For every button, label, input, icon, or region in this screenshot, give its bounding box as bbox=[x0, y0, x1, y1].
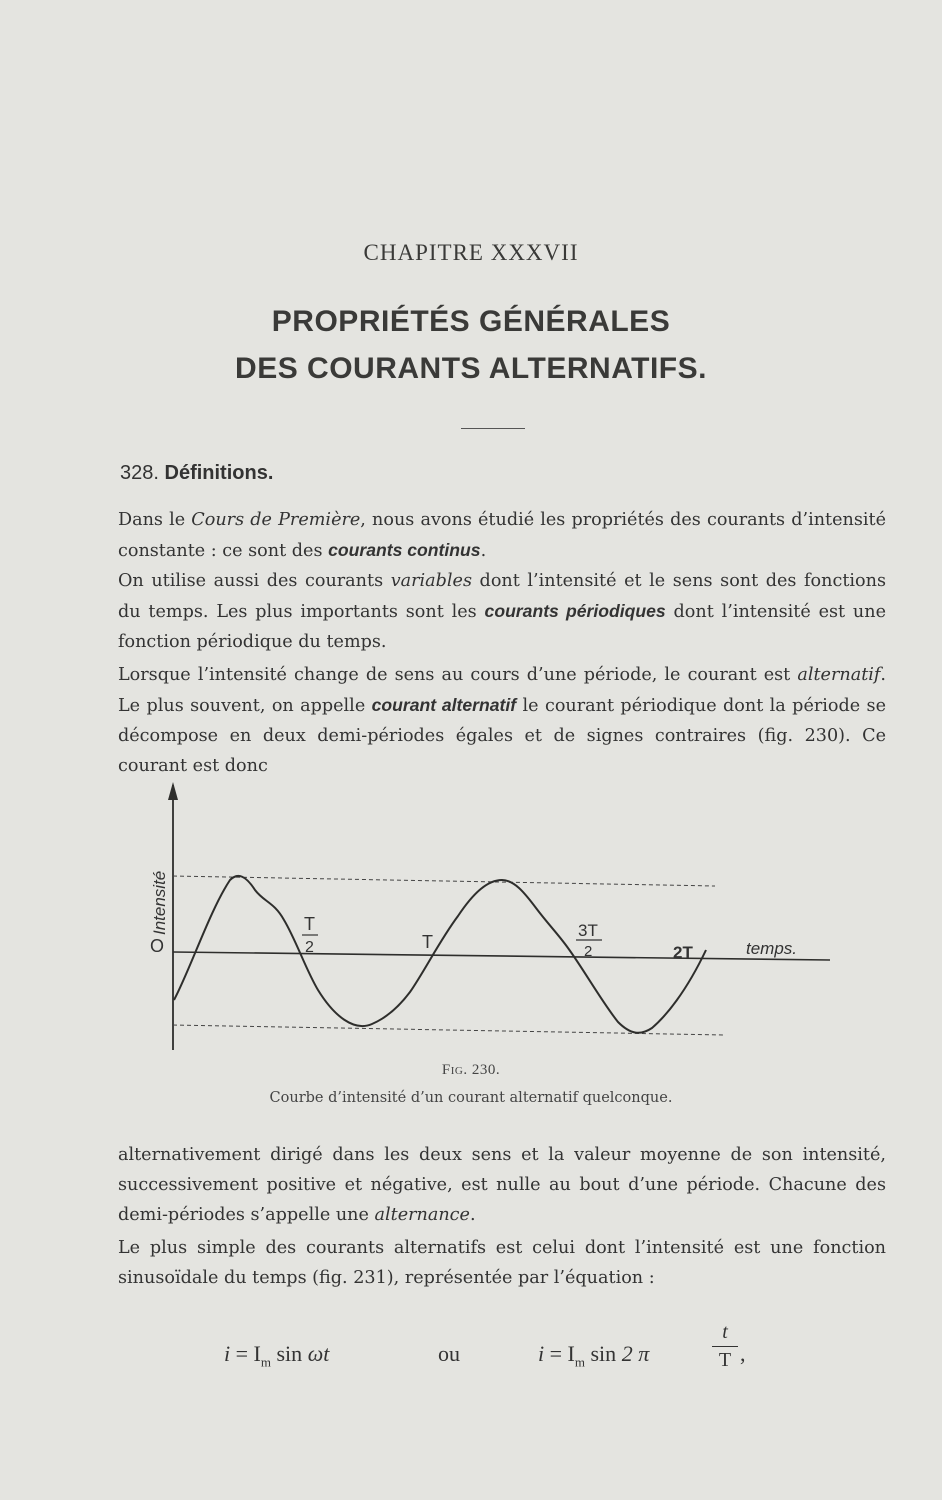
eq-amplitude: I bbox=[567, 1341, 575, 1366]
italic-run: Cours de Première bbox=[191, 510, 361, 530]
figure-230-current-curve bbox=[140, 780, 840, 1060]
chapter-title-line-2: DES COURANTS ALTERNATIFS. bbox=[235, 352, 707, 385]
figure-number-text: Fig. 230. bbox=[441, 1062, 501, 1078]
section-heading bbox=[120, 462, 273, 485]
paragraph-1 bbox=[118, 505, 886, 566]
equation-fraction bbox=[712, 1321, 738, 1372]
text-run: . bbox=[469, 1205, 476, 1225]
eq-sin: sin bbox=[590, 1341, 617, 1366]
tick-label-double-period: 2T bbox=[673, 943, 693, 962]
figure-number bbox=[0, 1062, 942, 1079]
emphasis-run: courants continus bbox=[328, 540, 481, 560]
paragraph-4 bbox=[118, 1140, 886, 1230]
equation-left: $i = I_m$ sin ωt bbox=[224, 1341, 330, 1370]
y-axis-arrow-icon bbox=[168, 782, 178, 800]
paragraph-2 bbox=[118, 566, 886, 657]
text-run: le courant périodique dont la période se décompose en deux demi-périodes égales et de signes contraires (fig. 230). Ce courant est donc bbox=[118, 696, 886, 776]
emphasis-run: courants périodiques bbox=[484, 601, 666, 621]
min-dashed-line bbox=[173, 1025, 725, 1035]
emphasis-run: courant alternatif bbox=[371, 695, 517, 715]
tick-label-three-half-period-num: 3T bbox=[578, 921, 598, 940]
paragraph-3 bbox=[118, 660, 886, 781]
text-run: Dans le bbox=[118, 510, 192, 530]
eq-sub: m bbox=[260, 1354, 271, 1370]
italic-run: variables bbox=[390, 571, 472, 591]
text-run: dont l’intensité est une fonction périodique du temps. bbox=[118, 602, 887, 652]
eq-two-pi: 2 π bbox=[621, 1341, 650, 1366]
paragraph-5: Le plus simple des courants alternatifs est celui dont l’intensité est une fonction sinusoïdale du temps (fig. 231), représentée par l’équation : bbox=[118, 1238, 886, 1288]
text-run: . bbox=[480, 541, 487, 561]
tick-label-period: T bbox=[422, 932, 433, 952]
tick-label-half-period-num: T bbox=[304, 914, 315, 934]
italic-run: alternance bbox=[374, 1205, 470, 1225]
text-run: Lorsque l’intensité change de sens au cours d’une période, le courant est bbox=[118, 665, 798, 685]
equation bbox=[0, 1321, 942, 1395]
current-curve bbox=[174, 876, 706, 1033]
figure-caption: Courbe d’intensité d’un courant alternatif quelconque. bbox=[269, 1090, 673, 1106]
eq-omega-t: ωt bbox=[307, 1341, 330, 1366]
eq-frac-num: t bbox=[722, 1321, 728, 1343]
title-divider bbox=[461, 428, 525, 429]
text-run: dont l’intensité et le sens sont des fonctions du temps. Les plus importants sont les bbox=[118, 571, 886, 622]
text-run: . Le plus souvent, on appelle bbox=[118, 665, 886, 716]
text-run: alternativement dirigé dans les deux sens et la valeur moyenne de son intensité, successivement positive et négative, est nulle au bout d’une période. Chacune des demi-périodes s’appelle une bbox=[118, 1145, 886, 1225]
text-run: On utilise aussi des courants bbox=[118, 571, 391, 591]
y-axis-label: Intensité bbox=[150, 870, 169, 935]
section-name: Définitions. bbox=[164, 462, 274, 484]
eq-var-i: i bbox=[538, 1341, 545, 1366]
eq-var-i: i bbox=[224, 1341, 231, 1366]
chapter-heading: CHAPITRE XXXVII bbox=[363, 240, 579, 265]
eq-frac-den: T bbox=[718, 1349, 732, 1371]
x-axis-label: temps. bbox=[746, 939, 798, 958]
eq-frac-bar bbox=[712, 1346, 738, 1347]
chapter-title-line-1: PROPRIÉTÉS GÉNÉRALES bbox=[271, 305, 671, 338]
text-run: , nous avons étudié les propriétés des courants d’intensité constante : ce sont des bbox=[118, 510, 886, 561]
tick-label-half-period-den: 2 bbox=[305, 939, 314, 956]
italic-run: alternatif bbox=[797, 665, 881, 685]
equation-comma: , bbox=[740, 1341, 746, 1366]
eq-sub: m bbox=[574, 1354, 585, 1370]
equation-right: $i = I_m$ sin 2 π bbox=[538, 1341, 650, 1370]
section-number: 328. bbox=[120, 462, 159, 484]
tick-label-three-half-period-den: 2 bbox=[584, 943, 593, 960]
origin-label: O bbox=[150, 936, 165, 956]
max-dashed-line bbox=[173, 876, 715, 886]
equation-ou: ou bbox=[438, 1341, 460, 1366]
eq-amplitude: I bbox=[253, 1341, 261, 1366]
eq-sin: sin bbox=[276, 1341, 303, 1366]
x-axis bbox=[173, 952, 830, 960]
